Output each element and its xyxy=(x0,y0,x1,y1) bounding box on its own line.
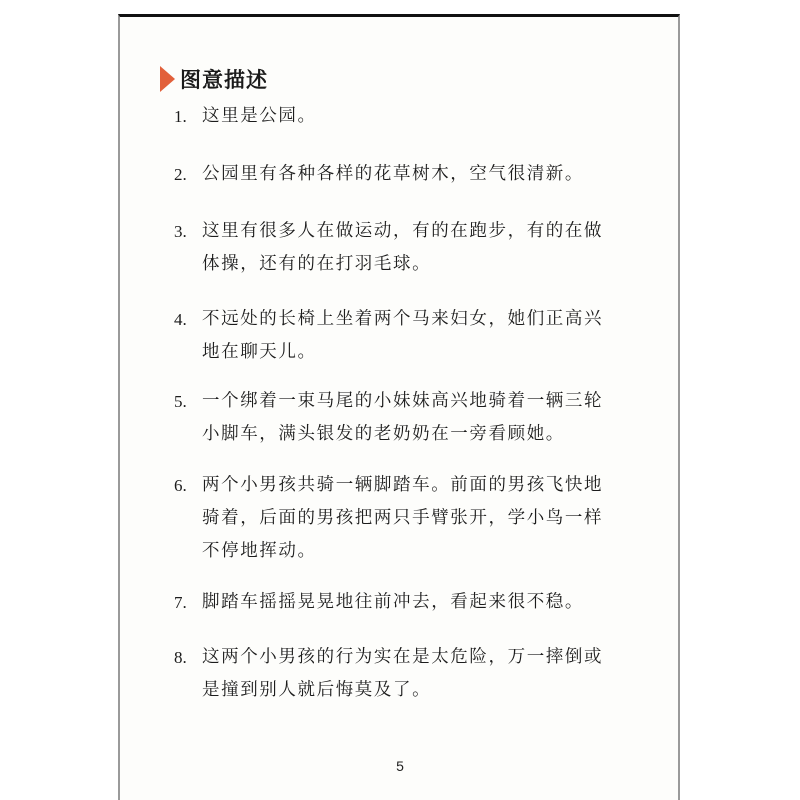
list-item xyxy=(174,303,614,369)
item-text: 不远处的长椅上坐着两个马来妇女，她们正高兴地在聊天儿。 xyxy=(202,309,604,362)
item-text: 这里有很多人在做运动，有的在跑步，有的在做体操，还有的在打羽毛球。 xyxy=(202,221,604,274)
item-text: 这两个小男孩的行为实在是太危险，万一摔倒或是撞到别人就后悔莫及了。 xyxy=(202,647,604,700)
item-number: 4. xyxy=(174,310,187,329)
item-text: 两个小男孩共骑一辆脚踏车。前面的男孩飞快地骑着，后面的男孩把两只手臂张开，学小鸟一样不停地挥动。 xyxy=(202,475,604,561)
list-item xyxy=(174,100,614,133)
heading-title: 图意描述 xyxy=(180,68,268,92)
item-number: 3. xyxy=(174,222,187,241)
section-heading xyxy=(160,62,268,96)
item-number: 7. xyxy=(174,593,187,612)
item-number: 1. xyxy=(174,107,187,126)
item-number: 8. xyxy=(174,648,187,667)
item-number: 6. xyxy=(174,476,187,495)
list-item xyxy=(174,215,614,281)
item-text: 脚踏车摇摇晃晃地往前冲去，看起来很不稳。 xyxy=(202,592,584,612)
list-item xyxy=(174,158,614,191)
item-number: 2. xyxy=(174,165,187,184)
page-number: 5 xyxy=(396,758,404,774)
list-item xyxy=(174,469,614,568)
list-item xyxy=(174,641,614,707)
triangle-marker-icon xyxy=(160,66,175,92)
list-item xyxy=(174,586,614,619)
item-number: 5. xyxy=(174,392,187,411)
list-item xyxy=(174,385,614,451)
item-text: 公园里有各种各样的花草树木，空气很清新。 xyxy=(202,164,584,184)
item-text: 一个绑着一束马尾的小妹妹高兴地骑着一辆三轮小脚车，满头银发的老奶奶在一旁看顾她。 xyxy=(202,391,604,444)
item-text: 这里是公园。 xyxy=(202,106,317,126)
